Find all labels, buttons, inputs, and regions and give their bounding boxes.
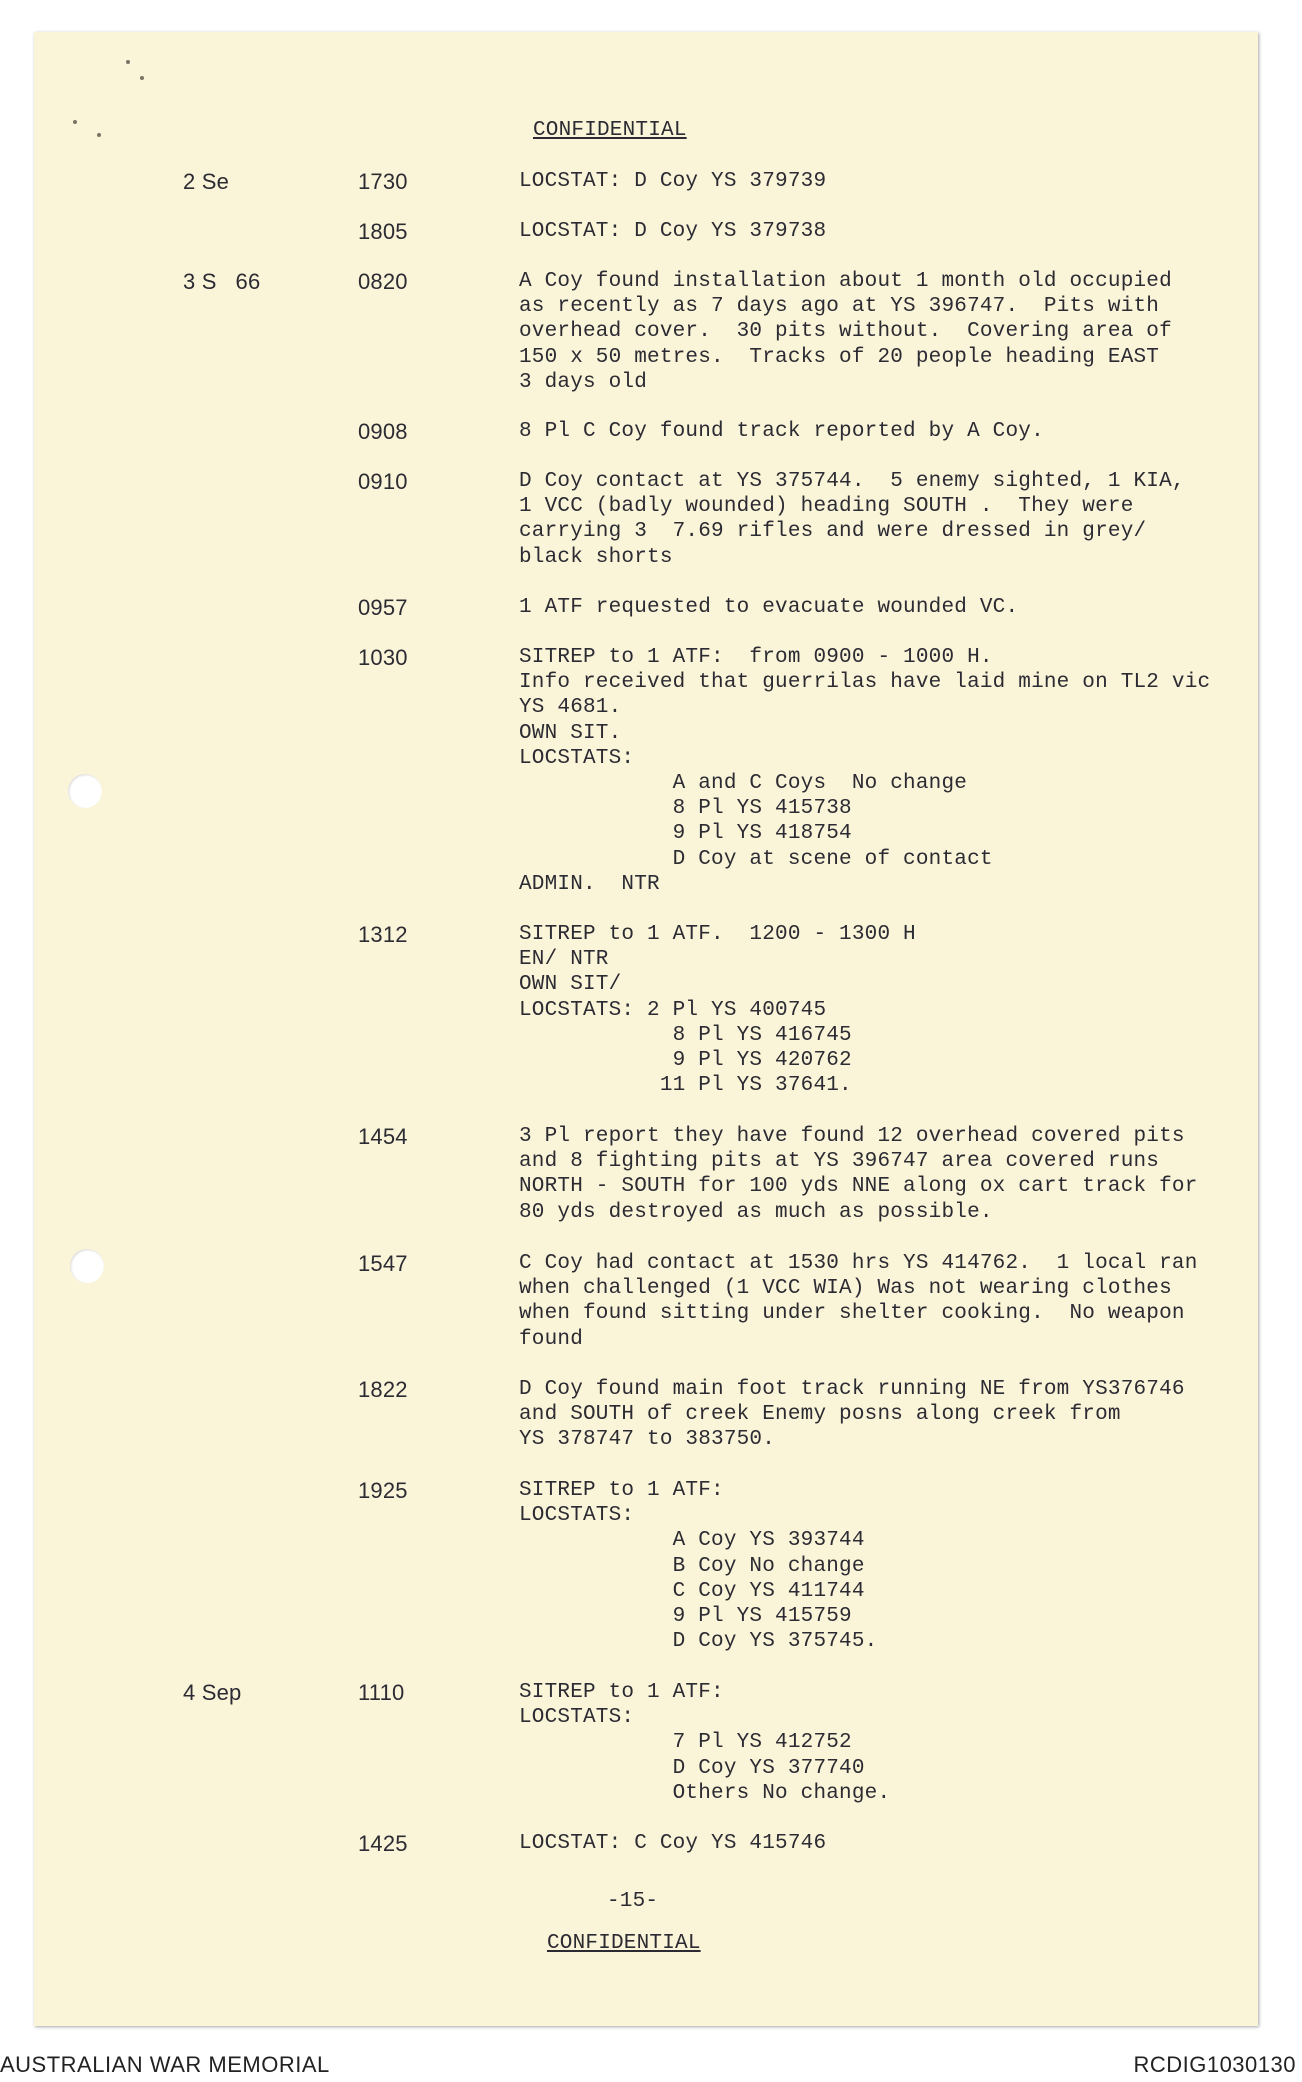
entry-time: 1110	[358, 1680, 405, 1705]
entry-text-line: D Coy contact at YS 375744. 5 enemy sighted, 1 KIA,	[519, 470, 1185, 493]
credit-left: AUSTRALIAN WAR MEMORIAL	[0, 2052, 330, 2077]
entry-text-line: LOCSTATS:	[519, 746, 635, 770]
entry-text-line: and SOUTH of creek Enemy posns along creek from	[519, 1403, 1121, 1427]
entry-text-line: 9 Pl YS 415759	[519, 1605, 852, 1628]
entry-text-line: YS 378747 to 383750.	[519, 1428, 776, 1452]
entry-text-line: D Coy at scene of contact	[519, 847, 993, 871]
footer-classification: CONFIDENTIAL	[547, 1932, 701, 1955]
entry-time: 1822	[358, 1377, 408, 1402]
punch-hole-lower	[70, 1249, 104, 1283]
entry-date: 4 Sep	[183, 1680, 242, 1705]
entry-text-line: SITREP to 1 ATF:	[519, 1479, 724, 1502]
entry-text-line: 150 x 50 metres. Tracks of 20 people heading EAST	[519, 345, 1160, 369]
entry-time: 1425	[358, 1831, 408, 1856]
entry-text-line: Info received that guerrilas have laid mine on TL2 vic	[519, 671, 1211, 695]
entry-text-line: C Coy YS 411744	[519, 1579, 865, 1603]
entry-text-line: D Coy YS 375745.	[519, 1630, 878, 1654]
entry-time: 0910	[358, 469, 408, 494]
entry-text-line: 7 Pl YS 412752	[519, 1731, 852, 1755]
entry-text-line: when challenged (1 VCC WIA) Was not wearing clothes	[519, 1277, 1172, 1301]
entry-text-line: ADMIN. NTR	[519, 872, 660, 896]
entry-text-line: found	[519, 1327, 584, 1351]
entry-text-line: overhead cover. 30 pits without. Covering area of	[519, 320, 1172, 344]
entry-text-line: A Coy YS 393744	[519, 1529, 865, 1553]
credit-right: RCDIG1030130	[1133, 2052, 1296, 2077]
entry-time: 1805	[358, 219, 408, 244]
entry-text-line: LOCSTATS: 2 Pl YS 400745	[519, 998, 827, 1022]
entry-text-line: 11 Pl YS 37641.	[519, 1074, 852, 1098]
entry-time: 1925	[358, 1478, 408, 1503]
entry-time: 1730	[358, 169, 408, 194]
entry-text-line: SITREP to 1 ATF: from 0900 - 1000 H.	[519, 646, 993, 669]
entry-text-line: OWN SIT.	[519, 721, 622, 745]
entry-text-line: LOCSTAT: D Coy YS 379739	[519, 170, 827, 193]
paper-speck	[140, 76, 144, 80]
entry-text-line: Others No change.	[519, 1781, 891, 1805]
entry-text-line: 9 Pl YS 418754	[519, 822, 852, 846]
paper-speck	[126, 60, 130, 64]
entry-text-line: B Coy No change	[519, 1554, 865, 1578]
punch-hole-upper	[68, 774, 102, 808]
entry-time: 1312	[358, 922, 408, 947]
entry-text-line: 8 Pl C Coy found track reported by A Coy.	[519, 420, 1044, 443]
entry-text-line: 1 ATF requested to evacuate wounded VC.	[519, 596, 1019, 619]
entry-text-line: LOCSTATS:	[519, 1504, 635, 1528]
entry-text-line: 3 Pl report they have found 12 overhead covered pits	[519, 1125, 1185, 1148]
entry-text-line: 80 yds destroyed as much as possible.	[519, 1200, 993, 1224]
entry-text-line: black shorts	[519, 545, 673, 569]
entry-time: 1454	[358, 1124, 408, 1149]
entry-text-line: EN/ NTR	[519, 948, 609, 972]
entry-text-line: when found sitting under shelter cooking. No weapon	[519, 1302, 1185, 1326]
entry-text-line: C Coy had contact at 1530 hrs YS 414762. 1 local ran	[519, 1252, 1198, 1275]
entry-text-line: and 8 fighting pits at YS 396747 area covered runs	[519, 1150, 1160, 1174]
entry-text-line: SITREP to 1 ATF:	[519, 1681, 724, 1704]
entry-text-line: LOCSTAT: C Coy YS 415746	[519, 1832, 827, 1855]
entry-time: 1030	[358, 645, 408, 670]
entry-time: 0908	[358, 419, 408, 444]
entry-text-line: D Coy YS 377740	[519, 1756, 865, 1780]
paper-speck	[73, 120, 77, 124]
entry-text-line: NORTH - SOUTH for 100 yds NNE along ox cart track for	[519, 1175, 1198, 1199]
entry-text-line: 8 Pl YS 416745	[519, 1023, 852, 1047]
entry-time: 0820	[358, 269, 408, 294]
entry-text-line: YS 4681.	[519, 696, 622, 720]
entry-time: 1547	[358, 1251, 408, 1276]
entry-text-line: 3 days old	[519, 370, 648, 394]
entry-text-line: 9 Pl YS 420762	[519, 1049, 852, 1072]
entry-text-line: SITREP to 1 ATF. 1200 - 1300 H	[519, 923, 916, 946]
entry-date: 3 S 66	[183, 269, 261, 294]
page-number: -15-	[607, 1890, 659, 1913]
entry-time: 0957	[358, 595, 408, 620]
entry-text-line: 8 Pl YS 415738	[519, 797, 852, 821]
entry-text-line: A Coy found installation about 1 month old occupied	[519, 270, 1172, 293]
entry-text-line: as recently as 7 days ago at YS 396747. Pits with	[519, 295, 1160, 319]
entry-text-line: 1 VCC (badly wounded) heading SOUTH . They were	[519, 495, 1134, 519]
entry-text-line: LOCSTATS:	[519, 1706, 635, 1730]
entry-date: 2 Se	[183, 169, 230, 194]
entry-text-line: D Coy found main foot track running NE from YS376746	[519, 1378, 1185, 1401]
paper-speck	[97, 133, 101, 137]
entry-text-line: OWN SIT/	[519, 973, 622, 997]
entry-text-line: carrying 3 7.69 rifles and were dressed in grey/	[519, 520, 1147, 544]
header-classification: CONFIDENTIAL	[533, 119, 687, 142]
entry-text-line: A and C Coys No change	[519, 772, 968, 795]
entry-text-line: LOCSTAT: D Coy YS 379738	[519, 220, 827, 243]
